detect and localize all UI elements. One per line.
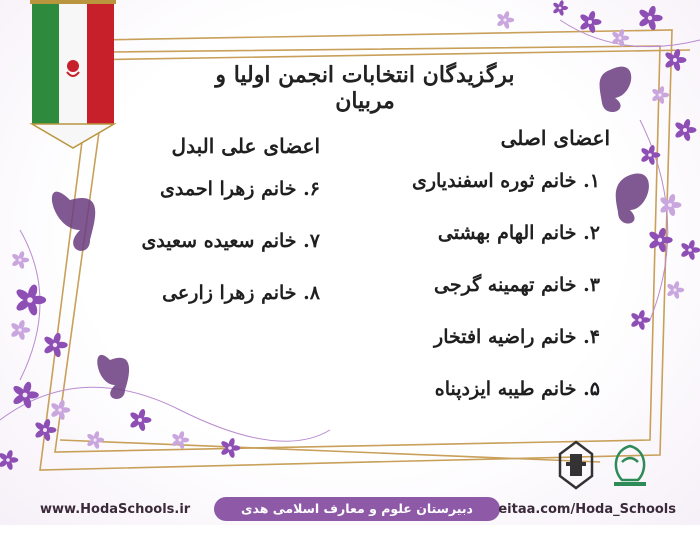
flower-icon <box>680 239 700 260</box>
flower-icon <box>496 11 514 30</box>
flower-icon <box>11 251 29 270</box>
member-item: ۸. خانم زهرا زارعی <box>162 282 320 304</box>
flower-icon <box>10 319 30 340</box>
channel-link[interactable]: eitaa.com/Hoda_Schools <box>498 502 676 517</box>
flower-icon <box>630 309 650 330</box>
flower-icon <box>0 449 18 470</box>
school-name-banner: دبیرستان علوم و معارف اسلامی هدی ۱۴۰۴-۰۵ <box>214 497 500 521</box>
member-item: ۳. خانم تهمینه گرجی <box>434 274 600 296</box>
flower-icon <box>12 381 39 409</box>
flower-icon <box>638 5 663 31</box>
main-members-heading: اعضای اصلی <box>500 126 610 150</box>
member-item: ۲. خانم الهام بهشتی <box>437 222 600 244</box>
member-item: ۵. خانم طیبه ایزدپناه <box>434 378 600 400</box>
flower-icon <box>129 408 152 432</box>
school-emblem-icon <box>556 440 596 490</box>
alternate-members-heading: اعضای علی البدل <box>171 134 320 158</box>
flower-icon <box>648 227 673 253</box>
flower-icon <box>43 332 68 358</box>
flower-icon <box>579 10 602 34</box>
website-link[interactable]: www.HodaSchools.ir <box>40 502 191 517</box>
hoda-logo-icon <box>608 440 652 490</box>
member-item: ۷. خانم سعیده سعیدی <box>141 230 320 252</box>
flower-icon <box>659 193 682 217</box>
flower-icon <box>86 431 104 450</box>
page-title: برگزیدگان انتخابات انجمن اولیا و مربیان <box>215 62 515 114</box>
flower-icon <box>666 281 684 300</box>
flower-icon <box>651 86 669 105</box>
flower-icon <box>664 48 687 72</box>
member-item: ۴. خانم راضیه افتخار <box>434 326 600 348</box>
flower-icon <box>15 283 47 316</box>
flower-icon <box>34 418 57 442</box>
flower-icon <box>674 118 697 142</box>
flower-icon <box>50 399 70 420</box>
member-item: ۱. خانم ثوره اسفندیاری <box>411 170 600 192</box>
iran-flag-icon <box>30 0 116 150</box>
flower-icon <box>171 431 189 450</box>
flower-icon <box>552 0 568 16</box>
member-item: ۶. خانم زهرا احمدی <box>160 178 320 200</box>
